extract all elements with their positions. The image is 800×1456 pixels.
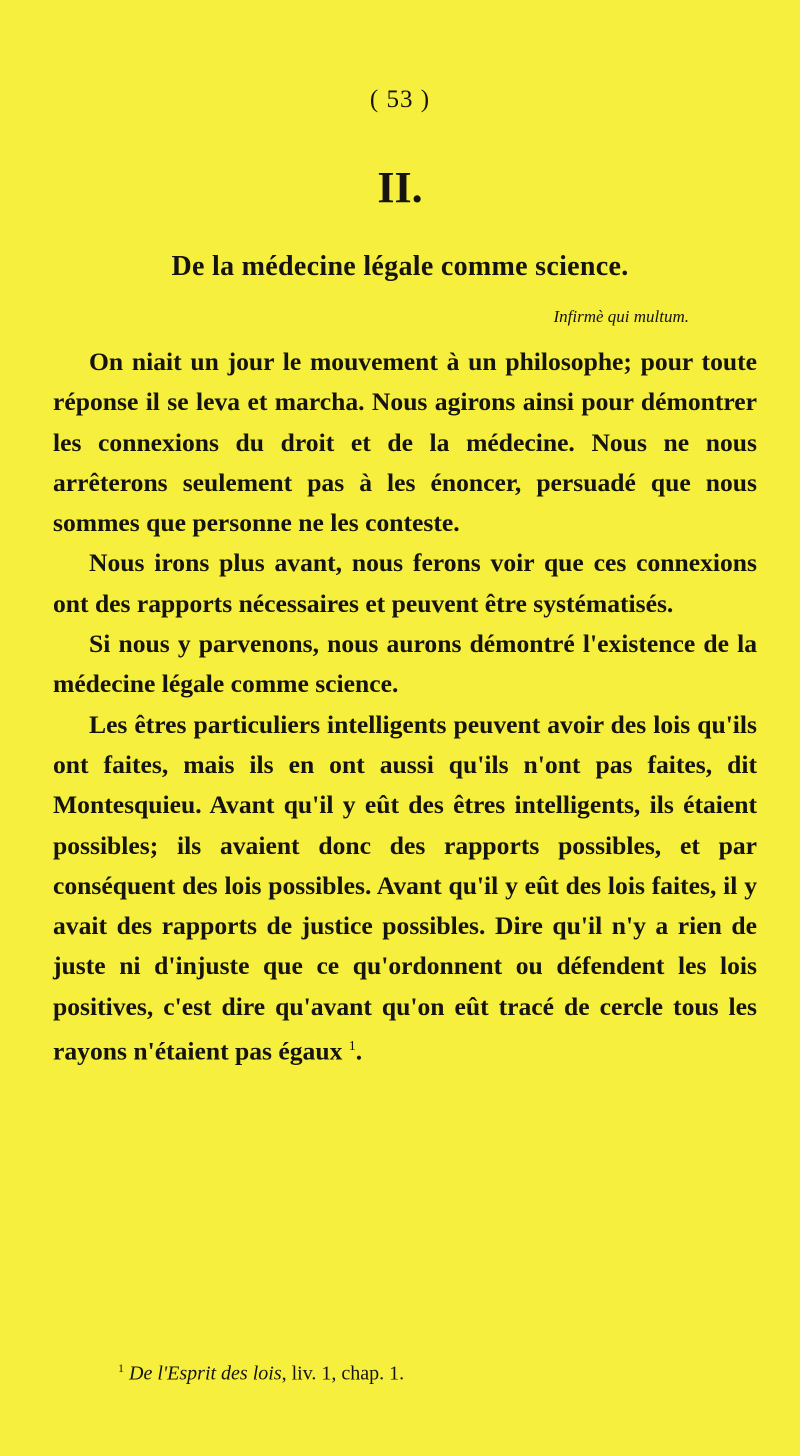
footnote-rest: , liv. 1, chap. 1. (281, 1362, 405, 1385)
paragraph-4-end: . (355, 1036, 363, 1066)
page-number: ( 53 ) (369, 86, 431, 113)
paragraph-4 (53, 705, 757, 1072)
footnote (118, 1361, 738, 1386)
footnote-title: De l'Esprit des lois (129, 1362, 282, 1385)
chapter-number: II. (377, 163, 423, 212)
footnote-reference[interactable]: 1 (348, 1039, 356, 1055)
paragraph-2: Nous irons plus avant, nous ferons voir que ces connexions ont des rapports nécessaires et peuvent être systématisés. (53, 548, 757, 618)
epigraph: Infirmè qui multum. (553, 307, 689, 326)
paragraph-3: Si nous y parvenons, nous aurons démontré l'existence de la médecine légale comme science. (53, 629, 757, 699)
paragraph-4-text: Les êtres particuliers intelligents peuvent avoir des lois qu'ils ont faites, mais ils en ont aussi qu'ils n'ont pas faites, dit Montesquieu. Avant qu'il y eût des êtres intelligents, ils étaient possibles; ils avaient donc des rapports possibles, et par conséquent des lois possibles. Avant qu'il y eût des lois faites, il y avait des rapports de justice possibles. Dire qu'il n'y a rien de juste ni d'injuste que ce qu'ordonnent ou défendent les lois positives, c'est dire qu'avant qu'on eût tracé de cercle tous les rayons n'étaient pas égaux (53, 709, 757, 1066)
body-text (53, 342, 757, 1072)
paragraph-1: On niait un jour le mouvement à un philosophe; pour toute réponse il se leva et marcha. Nous agirons ainsi pour démontrer les connexions du droit et de la médecine. Nous ne nous arrêterons seulement pas à les énoncer, persuadé que nous sommes que personne ne les conteste. (53, 347, 757, 538)
footnote-marker: 1 (118, 1361, 124, 1375)
chapter-title: De la médecine légale comme science. (171, 251, 629, 282)
